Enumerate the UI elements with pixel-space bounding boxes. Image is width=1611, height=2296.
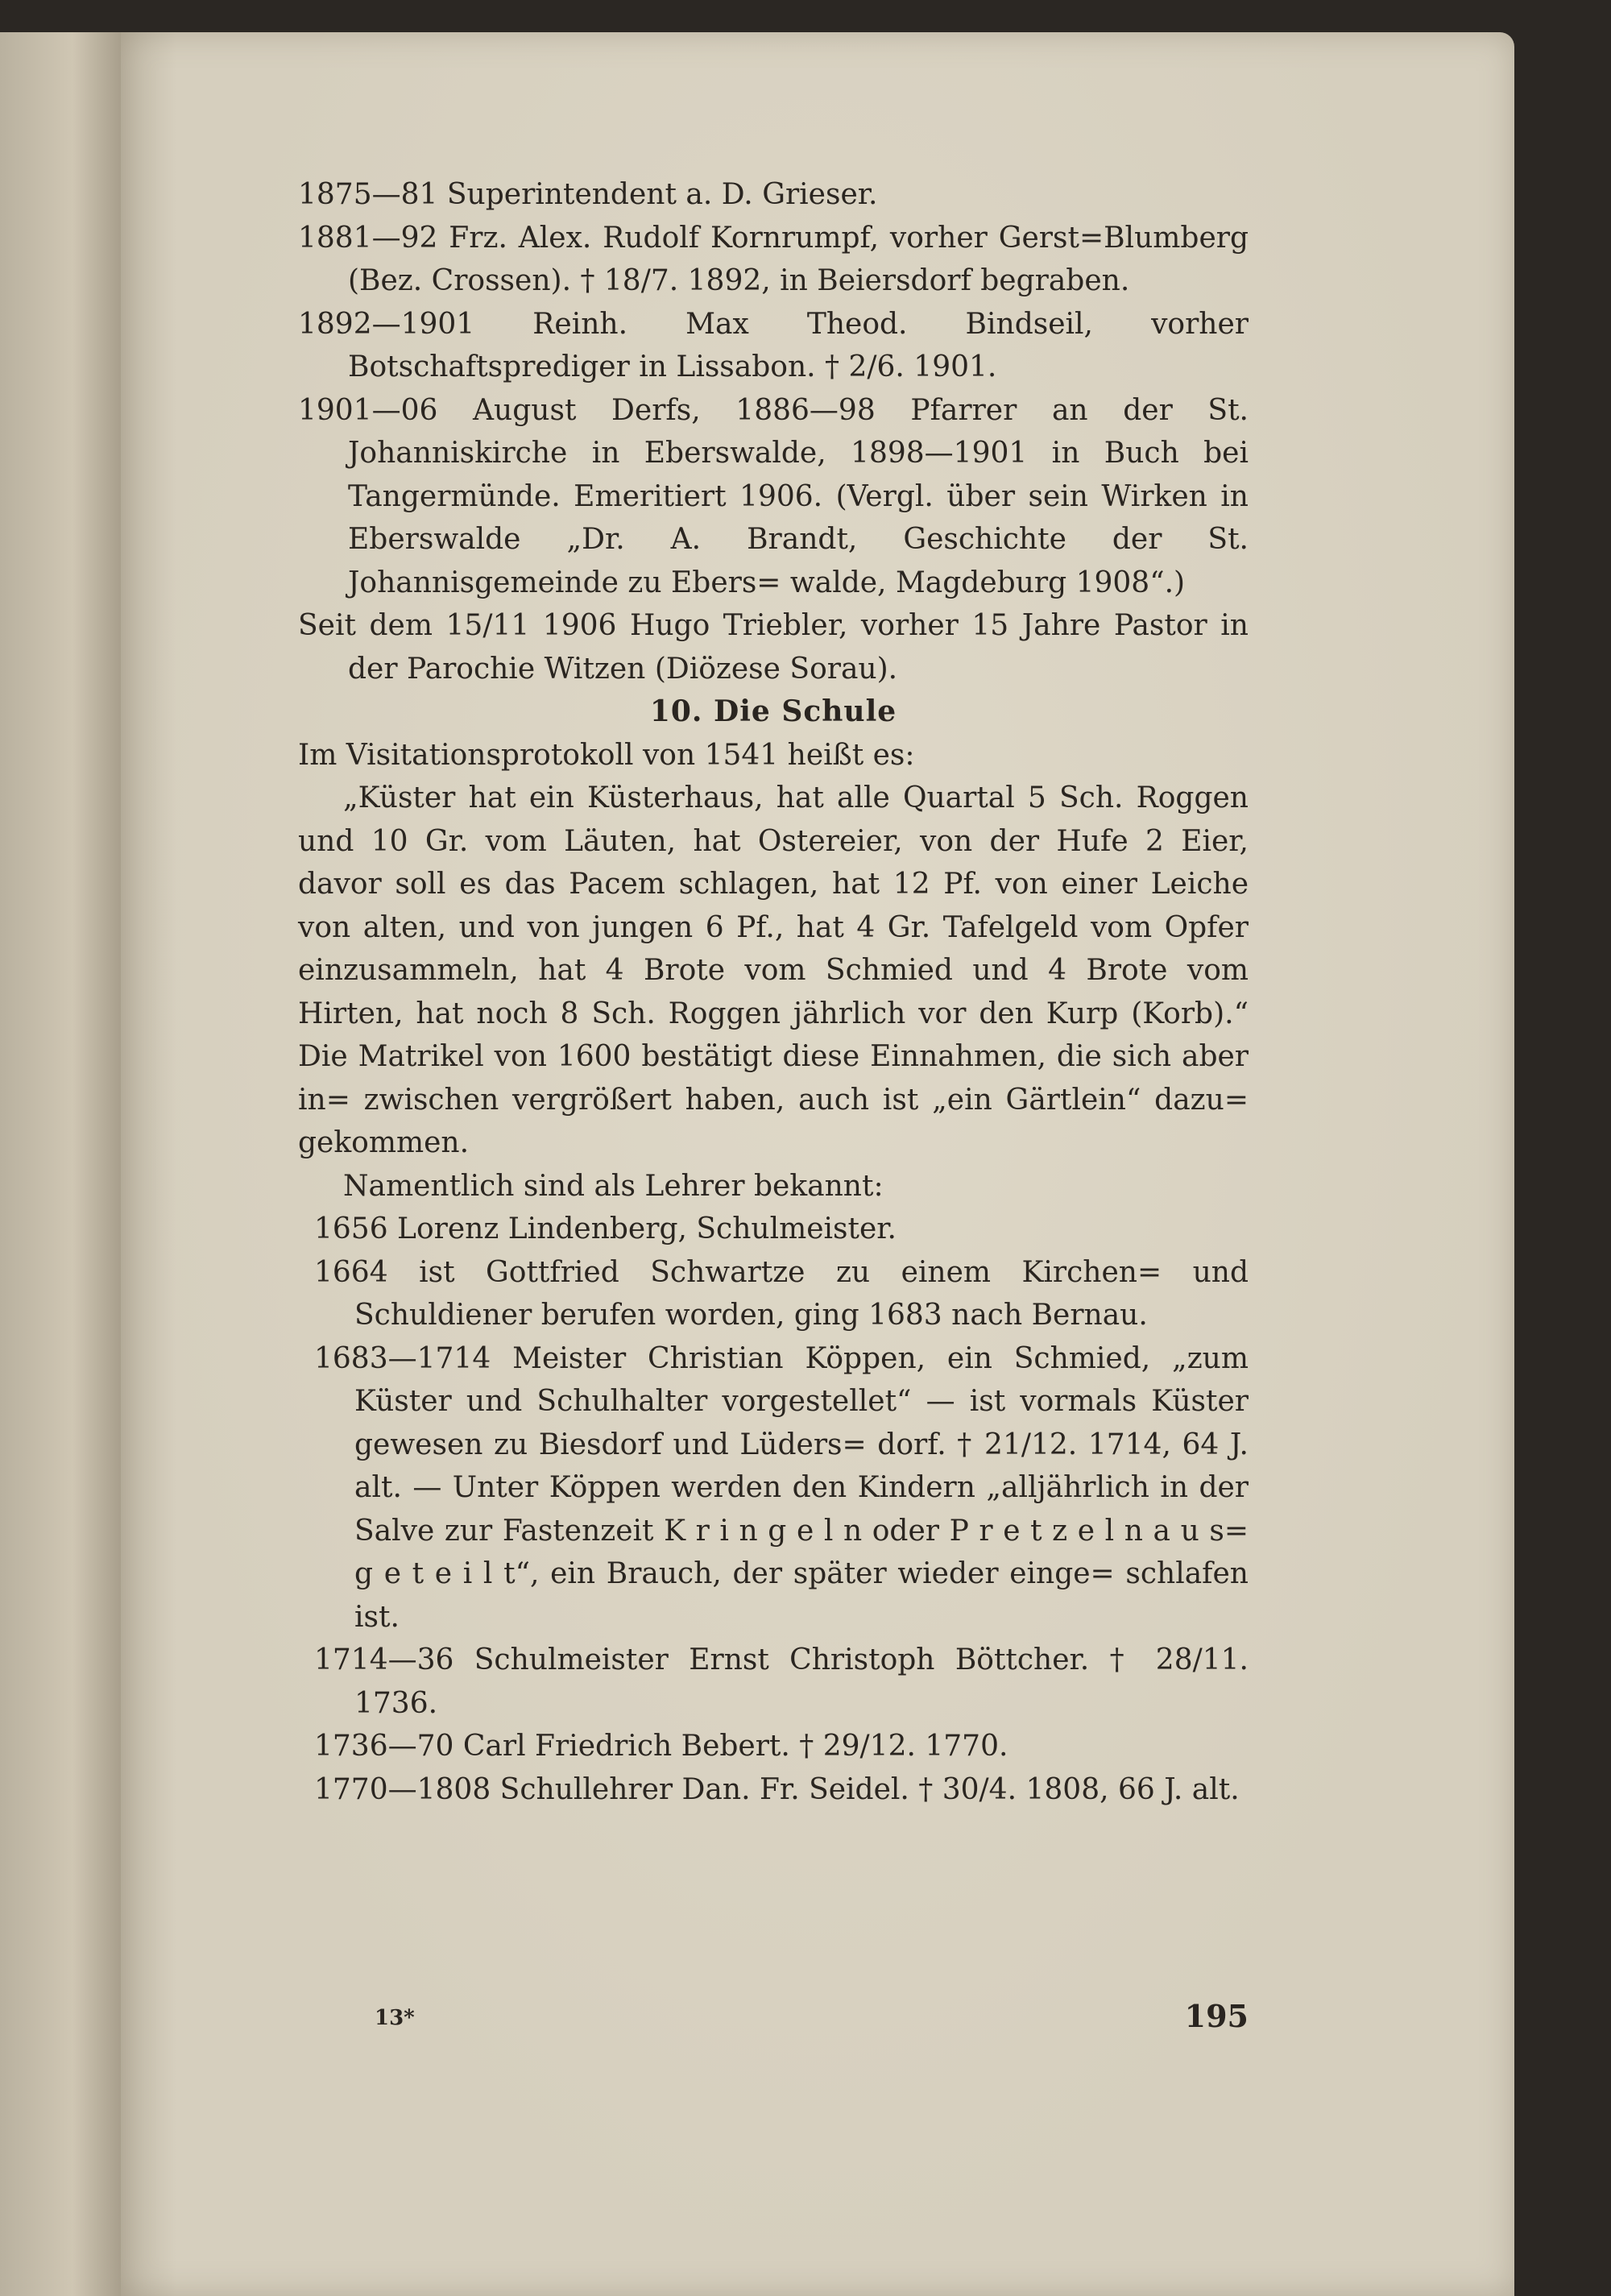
visitation-intro: Im Visitationsprotokoll von 1541 heißt es: xyxy=(298,738,915,772)
page-footer xyxy=(298,1998,1249,2038)
teachers-intro: Namentlich sind als Lehrer bekannt: xyxy=(343,1169,884,1203)
page-text xyxy=(298,173,1249,1811)
pastor-entry-1901: 1901—06 August Derfs, 1886—98 Pfarrer an der St. Johanniskirche in Eberswalde, 1898—1901 in Buch bei Tangermünde. Emeritiert 1906. (Vergl. über sein Wirken in Eberswalde „Dr. A. Brandt, Geschichte der St. Johannisgemeinde zu Ebers= walde, Magdeburg 1908“.) xyxy=(298,393,1249,599)
page-number: 195 xyxy=(1184,1998,1249,2034)
visitation-quote: „Küster hat ein Küsterhaus, hat alle Quartal 5 Sch. Roggen und 10 Gr. vom Läuten, hat Ostereier, von der Hufe 2 Eier, davor soll es das Pacem schlagen, hat 12 Pf. von einer Leiche von alten, und von jungen 6 Pf., hat 4 Gr. Tafelgeld vom Opfer einzusammeln, hat 4 Brote vom Schmied und 4 Brote vom Hirten, hat noch 8 Sch. Roggen jährlich vor den Kurp (Korb).“ Die Matrikel von 1600 bestätigt diese Einnahmen, die sich aber in= zwischen vergrößert haben, auch ist „ein Gärtlein“ dazu= gekommen. xyxy=(298,781,1249,1159)
teacher-entry-1770: 1770—1808 Schullehrer Dan. Fr. Seidel. † 30/4. 1808, 66 J. alt. xyxy=(314,1772,1240,1806)
previous-page-edge xyxy=(0,32,124,2296)
signature-mark: 13* xyxy=(375,2006,415,2030)
teacher-entry-1656: 1656 Lorenz Lindenberg, Schulmeister. xyxy=(314,1212,897,1245)
teacher-entry-1714: 1714—36 Schulmeister Ernst Christoph Böttcher. † 28/11. 1736. xyxy=(314,1643,1249,1720)
pastor-entry-1875: 1875—81 Superintendent a. D. Grieser. xyxy=(298,178,878,211)
pastor-entry-1881: 1881—92 Frz. Alex. Rudolf Kornrumpf, vorher Gerst=Blumberg (Bez. Crossen). † 18/7. 1892, in Beiersdorf begraben. xyxy=(298,221,1249,297)
pastor-entry-1892: 1892—1901 Reinh. Max Theod. Bindseil, vorher Botschaftsprediger in Lissabon. † 2/6. 1901. xyxy=(298,307,1249,383)
pastor-entry-1906: Seit dem 15/11 1906 Hugo Triebler, vorher 15 Jahre Pastor in der Parochie Witzen (Diözese Sorau). xyxy=(298,609,1249,686)
teacher-entry-1736: 1736—70 Carl Friedrich Bebert. † 29/12. 1770. xyxy=(314,1730,1008,1763)
teacher-entry-1664: 1664 ist Gottfried Schwartze zu einem Kirchen= und Schuldiener berufen worden, ging 1683 nach Bernau. xyxy=(314,1255,1249,1332)
section-heading: 10. Die Schule xyxy=(649,694,897,728)
teacher-entry-1683: 1683—1714 Meister Christian Köppen, ein Schmied, „zum Küster und Schulhalter vorgestellet“ — ist vormals Küster gewesen zu Biesdorf und Lüders= dorf. † 21/12. 1714, 64 J. alt. — Unter Köppen werden den Kindern „alljährlich in der Salve zur Fastenzeit K r i n g e l n oder P r e t z e l n a u s= g e t e i l t“, ein Brauch, der später wieder einge= schlafen ist. xyxy=(314,1341,1249,1634)
